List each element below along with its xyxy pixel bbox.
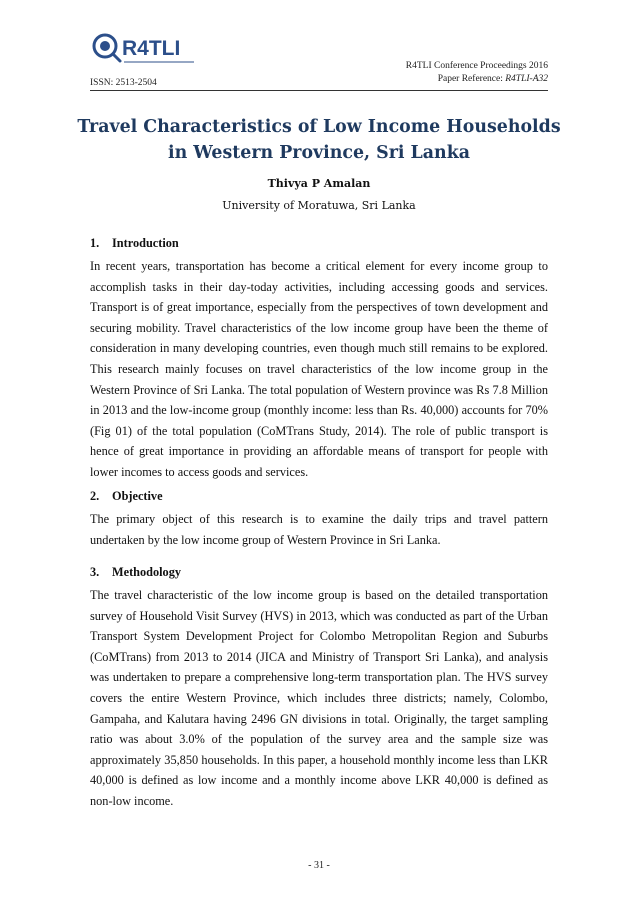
section-number: 3.: [90, 565, 100, 579]
section-heading-introduction: [90, 236, 179, 251]
r4tli-logo: [90, 30, 210, 70]
proceedings-label: R4TLI Conference Proceedings 2016: [405, 61, 548, 71]
objective-paragraph: The primary object of this research is to examine the daily trips and travel pattern undertaken by the low income group of Western Province in Sri Lanka.: [90, 512, 548, 547]
header-right: [406, 60, 548, 86]
section-title: Methodology: [112, 565, 181, 579]
section-heading-objective: [90, 489, 163, 504]
page-number: - 31 -: [308, 860, 330, 871]
section-number: 2.: [90, 489, 100, 503]
title-line-1: Travel Characteristics of Low Income Households: [77, 117, 561, 137]
title-line-2: in Western Province, Sri Lanka: [167, 143, 471, 163]
issn: ISSN: 2513-2504: [90, 78, 157, 88]
section-number: 1.: [90, 236, 100, 250]
logo-text: R4TLI: [122, 37, 181, 60]
header-divider: [90, 90, 548, 91]
page-header: [90, 30, 548, 92]
paper-ref-label: Paper Reference:: [437, 74, 506, 84]
author-affiliation: University of Moratuwa, Sri Lanka: [222, 199, 416, 212]
section-title: Introduction: [112, 236, 179, 250]
section-title: Objective: [112, 489, 163, 503]
methodology-paragraph: The travel characteristic of the low income group is based on the detailed transportation survey of Household Visit Survey (HVS) in 2013, which was conducted as part of the Urban Transport System Development Project for Colombo Metropolitan Region and Suburbs (CoMTrans) from 2013 to 2014 (JICA and Ministry of Transport Sri Lanka), and analysis was undertaken to prepare a comprehensive long-term transportation plan. The HVS survey covers the entire Western Province, which includes three districts; namely, Colombo, Gampaha, and Kalutara having 2496 GN divisions in total. Originally, the target sampling ratio was about 3.0% of the population of the survey area and the sample size was approximately 35,850 households. In this paper, a household monthly income less than LKR 40,000 is defined as low income and a monthly income above LKR 40,000 is defined as non-low income.: [90, 588, 548, 808]
author-name: Thivya P Amalan: [267, 177, 371, 190]
section-heading-methodology: [90, 565, 181, 580]
introduction-paragraph: In recent years, transportation has become a critical element for every income group to accomplish tasks in their day-today activities, including accessing goods and services. Transport is of great importance, especially from the perspectives of town development and securing mobility. Travel characteristics of the low income group have been the theme of consideration in many developing countries, even though much still remains to be explored. This research mainly focuses on travel characteristics of the low income group in the Western Province of Sri Lanka. The total population of Western province was Rs 7.8 Million in 2013 and the low-income group (monthly income: less than Rs. 40,000) accounts for 70% (Fig 01) of the total population (CoMTrans Study, 2014). The role of public transport is hence of great importance in providing an affordable means of transport for people with lower incomes to access goods and services.: [90, 259, 548, 479]
paper-reference: [406, 73, 548, 86]
paper-ref-value: R4TLI-A32: [505, 74, 548, 84]
paper-title: [72, 114, 566, 166]
